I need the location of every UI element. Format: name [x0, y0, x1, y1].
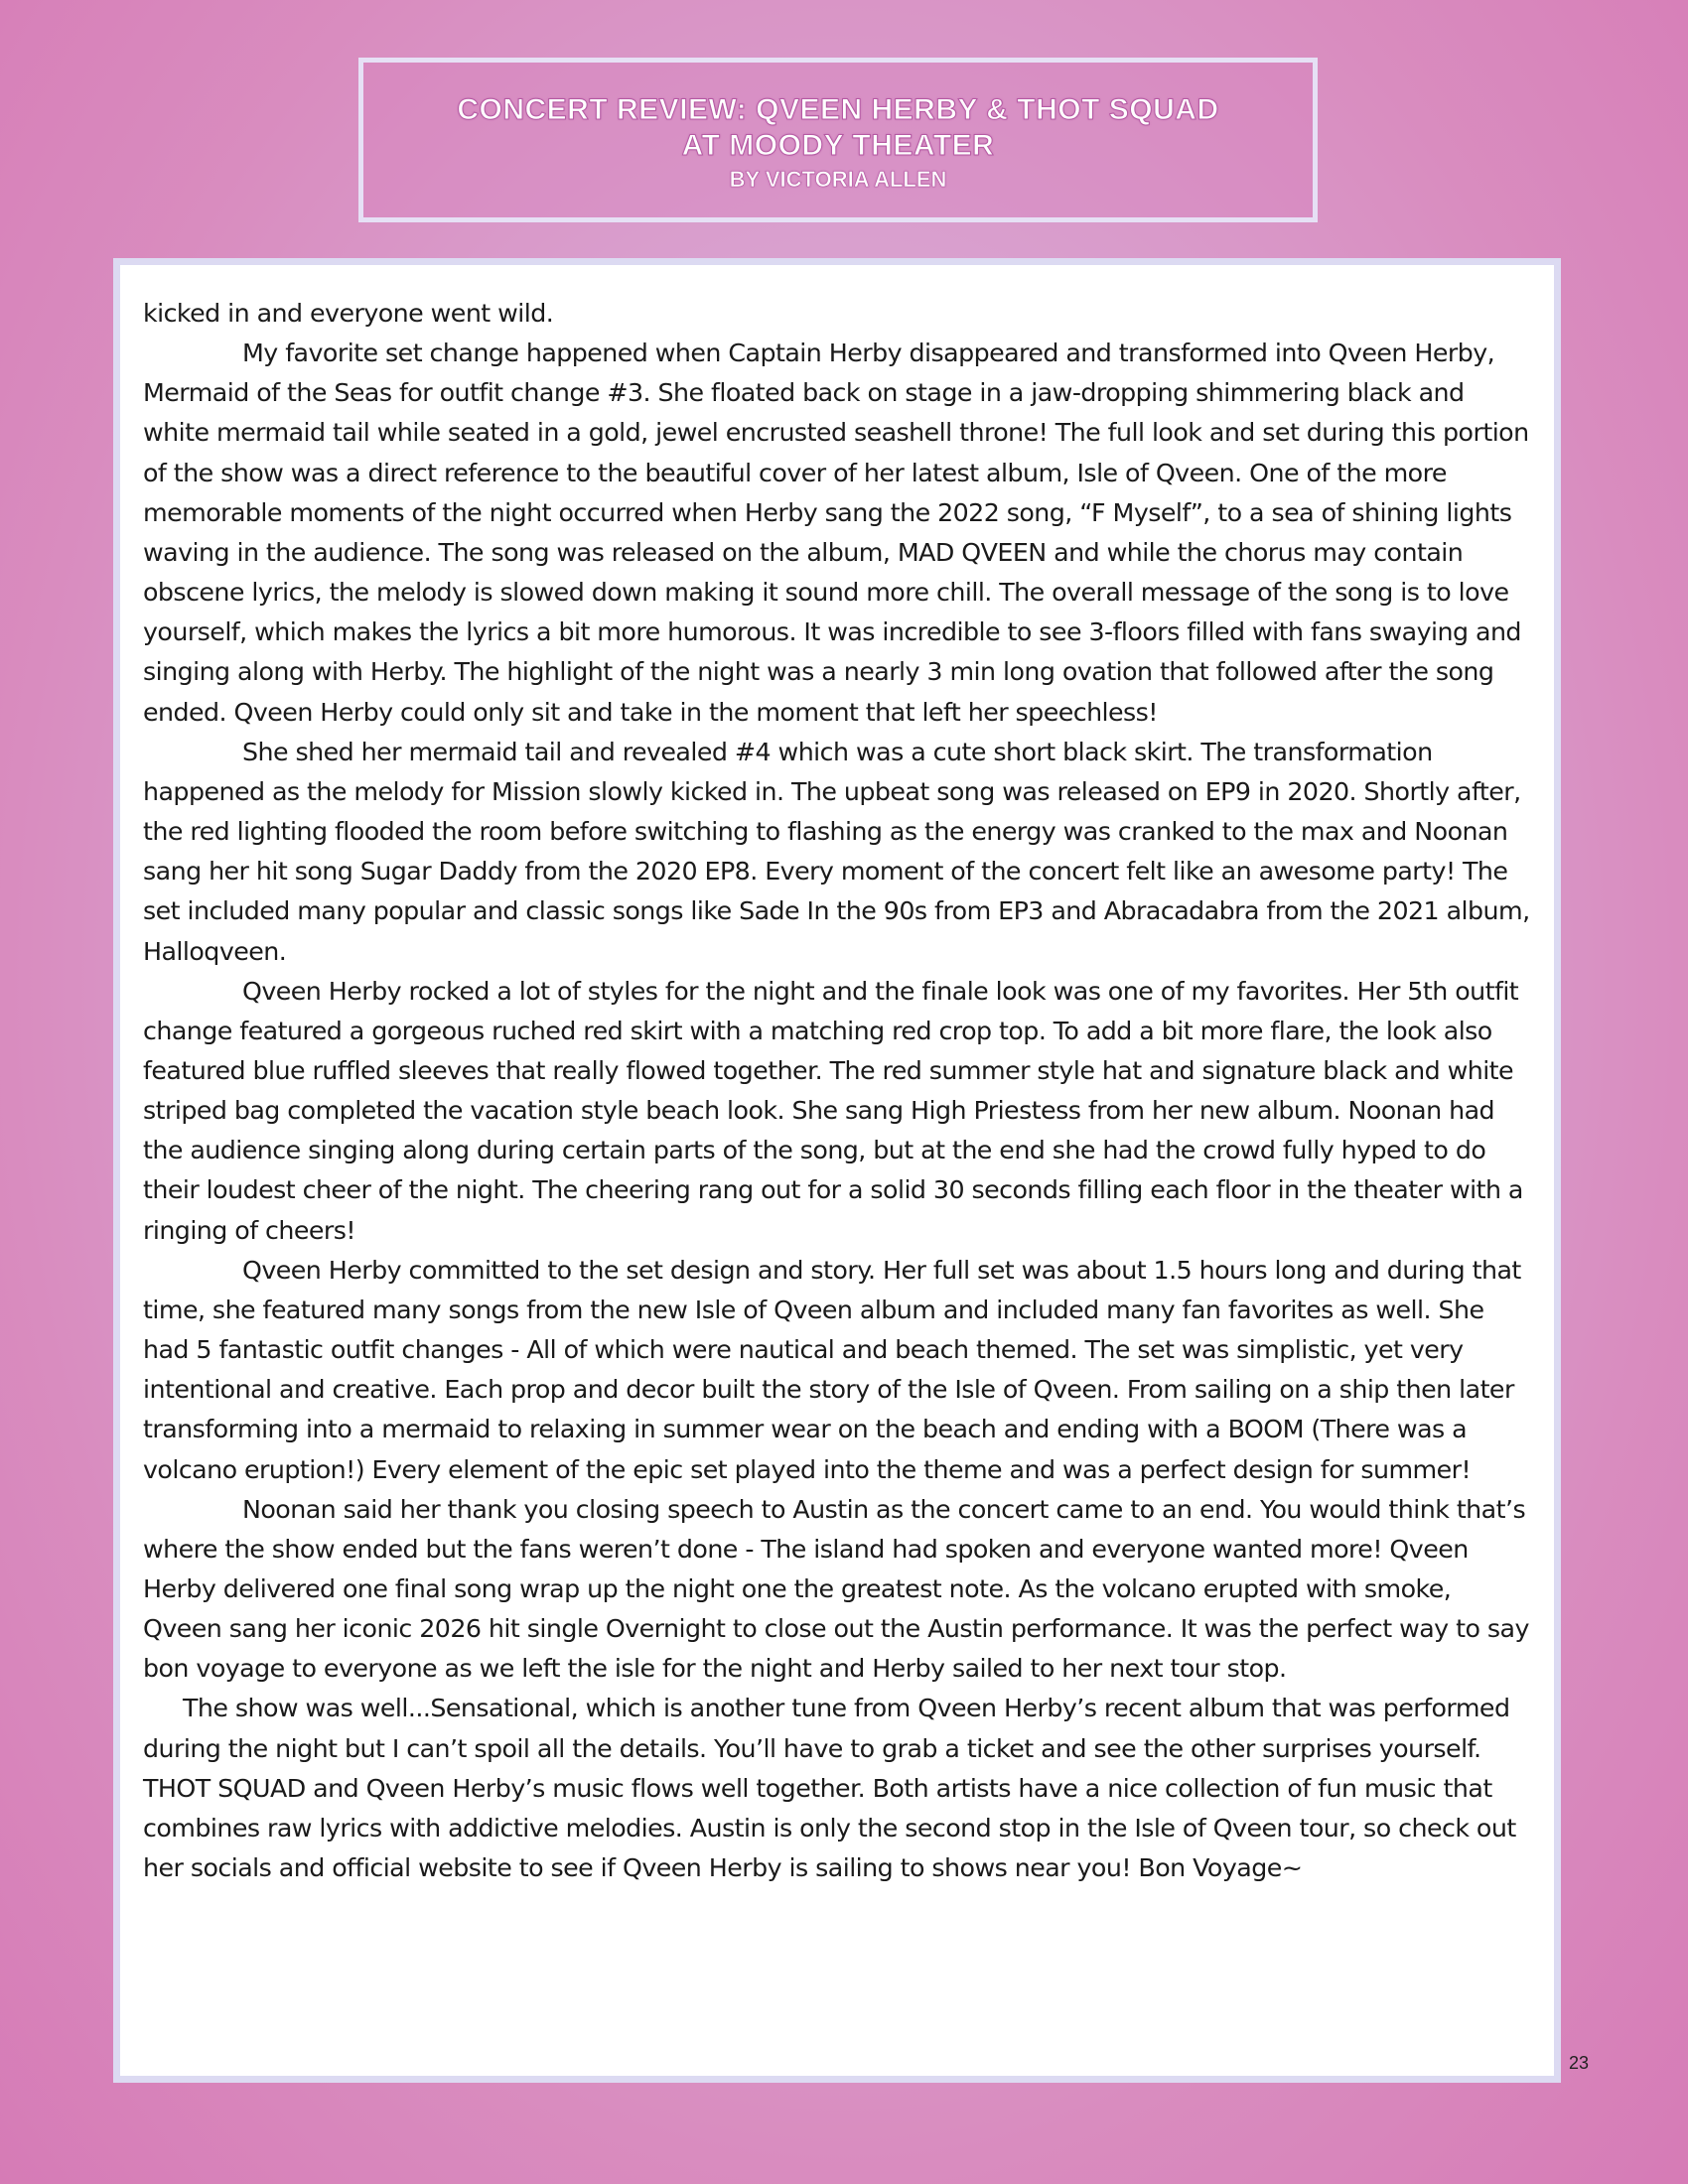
article-title-line-1: CONCERT REVIEW: QVEEN HERBY & THOT SQUAD	[457, 93, 1219, 126]
article-paragraph-closing: The show was well...Sensational, which is another tune from Qveen Herby’s recent album that was performed during the night but I can’t spoil all the details. You’ll have to grab a ticket and see the other surprises yourself. THOT SQUAD and Qveen Herby’s music flows well together. Both artists have a nice collection of fun music that combines raw lyrics with addictive melodies. Austin is only the second stop in the Isle of Qveen tour, so check out her socials and official website to see if Qveen Herby is sailing to shows near you! Bon Voyage~	[143, 1694, 1516, 1883]
article-title-line-2: AT MOODY THEATER	[681, 129, 995, 162]
article-paragraph: Qveen Herby committed to the set design and story. Her full set was about 1.5 hours long and during that time, she featured many songs from the new Isle of Qveen album and included many fan favorites as well. She had 5 fantastic outfit changes - All of which were nautical and beach themed. The set was simplistic, yet very intentional and creative. Each prop and decor built the story of the Isle of Qveen. From sailing on a ship then later transforming into a mermaid to relaxing in summer wear on the beach and ending with a BOOM (There was a volcano eruption!) Every element of the epic set played into the theme and was a perfect design for summer!	[143, 1255, 1521, 1484]
page-number: 23	[1569, 2053, 1590, 2073]
article-paragraph: My favorite set change happened when Captain Herby disappeared and transformed into Qveen Herby, Mermaid of the Seas for outfit change #3. She floated back on stage in a jaw-dropping shimmering black and white mermaid tail while seated in a gold, jewel encrusted seashell throne! The full look and set during this portion of the show was a direct reference to the beautiful cover of her latest album, Isle of Qveen. One of the more memorable moments of the night occurred when Herby sang the 2022 song, “F Myself”, to a sea of shining lights waving in the audience. The song was released on the album, MAD QVEEN and while the chorus may contain obscene lyrics, the melody is slowed down making it sound more chill. The overall message of the song is to love yourself, which makes the lyrics a bit more humorous. It was incredible to see 3-floors filled with fans swaying and singing along with Herby. The highlight of the night was a nearly 3 min long ovation that followed after the song ended. Qveen Herby could only sit and take in the moment that left her speechless!	[143, 339, 1529, 727]
article-text	[143, 294, 1536, 1888]
article-title-box	[358, 58, 1318, 222]
article-paragraph: She shed her mermaid tail and revealed #4 which was a cute short black skirt. The transformation happened as the melody for Mission slowly kicked in. The upbeat song was released on EP9 in 2020. Shortly after, the red lighting flooded the room before switching to flashing as the energy was cranked to the max and Noonan sang her hit song Sugar Daddy from the 2020 EP8. Every moment of the concert felt like an awesome party! The set included many popular and classic songs like Sade In the 90s from EP3 and Abracadabra from the 2021 album, Halloqveen.	[143, 737, 1530, 966]
article-body-box	[113, 258, 1561, 2083]
article-paragraph-continuation: kicked in and everyone went wild.	[143, 299, 554, 328]
article-paragraph: Noonan said her thank you closing speech to Austin as the concert came to an end. You would think that’s where the show ended but the fans weren’t done - The island had spoken and everyone wanted more! Qveen Herby delivered one final song wrap up the night one the greatest note. As the volcano erupted with smoke, Qveen sang her iconic 2026 hit single Overnight to close out the Austin performance. It was the perfect way to say bon voyage to everyone as we left the isle for the night and Herby sailed to her next tour stop.	[143, 1494, 1529, 1684]
article-byline: BY VICTORIA ALLEN	[729, 167, 947, 192]
article-paragraph: Qveen Herby rocked a lot of styles for the night and the finale look was one of my favorites. Her 5th outfit change featured a gorgeous ruched red skirt with a matching red crop top. To add a bit more flare, the look also featured blue ruffled sleeves that really flowed together. The red summer style hat and signature black and white striped bag completed the vacation style beach look. She sang High Priestess from her new album. Noonan had the audience singing along during certain parts of the song, but at the end she had the crowd fully hyped to do their loudest cheer of the night. The cheering rang out for a solid 30 seconds filling each floor in the theater with a ringing of cheers!	[143, 976, 1523, 1245]
